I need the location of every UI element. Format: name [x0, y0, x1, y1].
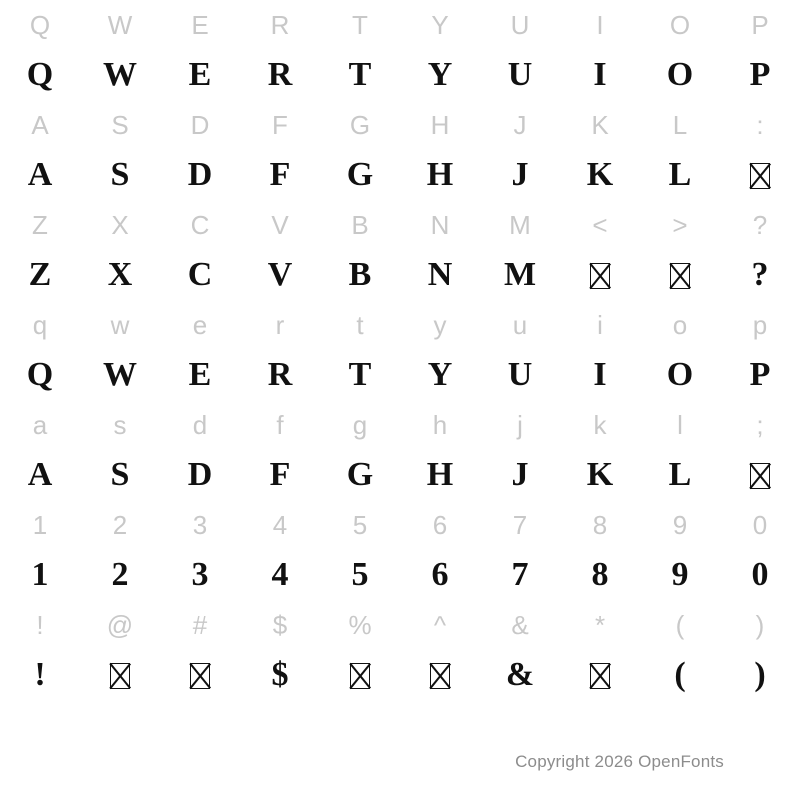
keycap-cell: N: [430, 210, 450, 240]
keycap-cell: g: [352, 410, 368, 440]
keycap-cell: ^: [433, 610, 447, 640]
glyph-row: [0, 650, 800, 700]
glyph-cell: T: [348, 356, 372, 393]
keycap-cell: S: [111, 110, 129, 140]
keycap-cell: l: [677, 410, 683, 440]
glyph-cell: [720, 150, 800, 200]
keycap-cell: C: [190, 210, 210, 240]
glyph-row: [0, 250, 800, 300]
glyph-cell: 6: [431, 556, 449, 593]
keycap-cell: q: [32, 310, 48, 340]
glyph-cell: [160, 650, 240, 700]
keycap-cell: Z: [32, 210, 48, 240]
keycap-cell: F: [272, 110, 288, 140]
keycap-cell: w: [110, 310, 130, 340]
keycap-cell: Q: [29, 10, 51, 40]
keycap-cell: 8: [592, 510, 608, 540]
keycap-cell: P: [751, 10, 769, 40]
glyph-cell: Y: [427, 356, 453, 393]
notdef-glyph-icon: [670, 263, 690, 289]
glyph-cell: 9: [671, 556, 689, 593]
keycap-row: [0, 500, 800, 550]
glyph-cell: M: [503, 256, 537, 293]
glyph-cell: C: [187, 256, 213, 293]
keycap-cell: e: [192, 310, 208, 340]
keycap-cell: E: [191, 10, 209, 40]
keycap-cell: s: [113, 410, 127, 440]
glyph-cell: W: [103, 356, 137, 393]
keycap-cell: I: [596, 10, 604, 40]
glyph-cell: Q: [26, 56, 54, 93]
keycap-cell: (: [675, 610, 685, 640]
glyph-cell: E: [188, 56, 212, 93]
keycap-cell: 6: [432, 510, 448, 540]
keycap-cell: K: [591, 110, 609, 140]
glyph-cell: S: [110, 456, 130, 493]
keycap-cell: @: [106, 610, 134, 640]
keycap-cell: u: [512, 310, 528, 340]
keycap-cell: ): [755, 610, 765, 640]
keycap-cell: 0: [752, 510, 768, 540]
glyph-cell: 8: [591, 556, 609, 593]
glyph-cell: 1: [31, 556, 49, 593]
keycap-cell: >: [672, 210, 688, 240]
keycap-cell: t: [356, 310, 364, 340]
keycap-cell: a: [32, 410, 48, 440]
keycap-cell: G: [349, 110, 371, 140]
keycap-cell: h: [432, 410, 448, 440]
notdef-glyph-icon: [590, 263, 610, 289]
glyph-cell: [80, 650, 160, 700]
glyph-cell: Q: [26, 356, 54, 393]
glyph-cell: F: [269, 156, 291, 193]
glyph-cell: E: [188, 356, 212, 393]
keycap-cell: 9: [672, 510, 688, 540]
keycap-cell: y: [433, 310, 447, 340]
keycap-cell: j: [517, 410, 523, 440]
glyph-cell: [400, 650, 480, 700]
keycap-cell: O: [669, 10, 691, 40]
glyph-cell: (: [674, 656, 686, 693]
glyph-cell: B: [348, 256, 372, 293]
keycap-cell: 4: [272, 510, 288, 540]
glyph-cell: O: [666, 356, 694, 393]
glyph-cell: !: [34, 656, 46, 693]
glyph-cell: G: [346, 456, 374, 493]
glyph-row: [0, 450, 800, 500]
keycap-cell: A: [31, 110, 49, 140]
keycap-row: [0, 200, 800, 250]
notdef-glyph-icon: [350, 663, 370, 689]
keycap-cell: V: [271, 210, 289, 240]
keycap-cell: k: [593, 410, 607, 440]
keycap-cell: *: [594, 610, 606, 640]
glyph-cell: 0: [751, 556, 769, 593]
glyph-cell: $: [271, 656, 289, 693]
notdef-glyph-icon: [590, 663, 610, 689]
glyph-cell: P: [749, 56, 771, 93]
glyph-cell: 2: [111, 556, 129, 593]
keycap-row: [0, 400, 800, 450]
glyph-cell: [720, 450, 800, 500]
notdef-glyph-icon: [110, 663, 130, 689]
glyph-cell: U: [507, 56, 533, 93]
glyph-row: [0, 550, 800, 600]
keycap-cell: ;: [756, 410, 764, 440]
glyph-cell: G: [346, 156, 374, 193]
glyph-cell: 3: [191, 556, 209, 593]
keycap-cell: 2: [112, 510, 128, 540]
glyph-cell: 7: [511, 556, 529, 593]
glyph-cell: N: [427, 256, 453, 293]
keycap-cell: J: [513, 110, 527, 140]
glyph-cell: [560, 650, 640, 700]
glyph-cell: Y: [427, 56, 453, 93]
notdef-glyph-icon: [750, 163, 770, 189]
glyph-row: [0, 150, 800, 200]
glyph-cell: U: [507, 356, 533, 393]
glyph-cell: K: [586, 456, 614, 493]
keycap-cell: H: [430, 110, 450, 140]
keycap-cell: $: [272, 610, 288, 640]
glyph-cell: ): [754, 656, 766, 693]
glyph-cell: D: [187, 456, 213, 493]
glyph-cell: K: [586, 156, 614, 193]
keycap-cell: U: [510, 10, 530, 40]
glyph-cell: [560, 250, 640, 300]
keycap-cell: D: [190, 110, 210, 140]
glyph-cell: S: [110, 156, 130, 193]
keycap-row: [0, 600, 800, 650]
glyph-cell: J: [511, 156, 529, 193]
glyph-row: [0, 350, 800, 400]
keycap-cell: W: [107, 10, 133, 40]
keycap-cell: R: [270, 10, 290, 40]
keycap-cell: &: [511, 610, 529, 640]
glyph-cell: V: [267, 256, 293, 293]
keycap-cell: 7: [512, 510, 528, 540]
keycap-cell: d: [192, 410, 208, 440]
glyph-cell: A: [27, 156, 53, 193]
glyph-cell: ?: [751, 256, 769, 293]
glyph-cell: A: [27, 456, 53, 493]
glyph-cell: P: [749, 356, 771, 393]
keycap-cell: #: [192, 610, 208, 640]
glyph-cell: [320, 650, 400, 700]
glyph-cell: X: [107, 256, 133, 293]
glyph-cell: J: [511, 456, 529, 493]
copyright-notice: Copyright 2026 OpenFonts: [515, 752, 724, 771]
keycap-cell: B: [351, 210, 369, 240]
notdef-glyph-icon: [430, 663, 450, 689]
glyph-cell: H: [426, 156, 454, 193]
keycap-cell: ?: [752, 210, 768, 240]
keycap-cell: <: [592, 210, 608, 240]
glyph-cell: R: [267, 356, 293, 393]
keycap-cell: :: [756, 110, 764, 140]
keycap-cell: f: [276, 410, 284, 440]
glyph-cell: 4: [271, 556, 289, 593]
glyph-cell: I: [593, 356, 607, 393]
keycap-cell: o: [672, 310, 688, 340]
keycap-cell: 5: [352, 510, 368, 540]
glyph-cell: I: [593, 56, 607, 93]
glyph-cell: L: [668, 156, 692, 193]
keycap-cell: L: [672, 110, 688, 140]
keycap-row: [0, 100, 800, 150]
glyph-cell: L: [668, 456, 692, 493]
glyph-cell: Z: [28, 256, 52, 293]
keycap-row: [0, 300, 800, 350]
keycap-cell: p: [752, 310, 768, 340]
notdef-glyph-icon: [190, 663, 210, 689]
glyph-row: [0, 50, 800, 100]
glyph-cell: D: [187, 156, 213, 193]
glyph-cell: W: [103, 56, 137, 93]
keycap-cell: M: [509, 210, 531, 240]
glyph-cell: H: [426, 456, 454, 493]
glyph-cell: [640, 250, 720, 300]
glyph-cell: F: [269, 456, 291, 493]
glyph-cell: 5: [351, 556, 369, 593]
keycap-cell: r: [275, 310, 285, 340]
keycap-row: [0, 0, 800, 50]
glyph-cell: O: [666, 56, 694, 93]
glyph-cell: &: [505, 656, 535, 693]
keycap-cell: i: [597, 310, 603, 340]
keycap-cell: !: [36, 610, 44, 640]
glyph-cell: T: [348, 56, 372, 93]
keycap-cell: %: [348, 610, 372, 640]
keycap-cell: 1: [32, 510, 48, 540]
keycap-cell: T: [352, 10, 368, 40]
notdef-glyph-icon: [750, 463, 770, 489]
keycap-cell: 3: [192, 510, 208, 540]
glyph-cell: R: [267, 56, 293, 93]
keycap-cell: X: [111, 210, 129, 240]
keycap-cell: Y: [431, 10, 449, 40]
